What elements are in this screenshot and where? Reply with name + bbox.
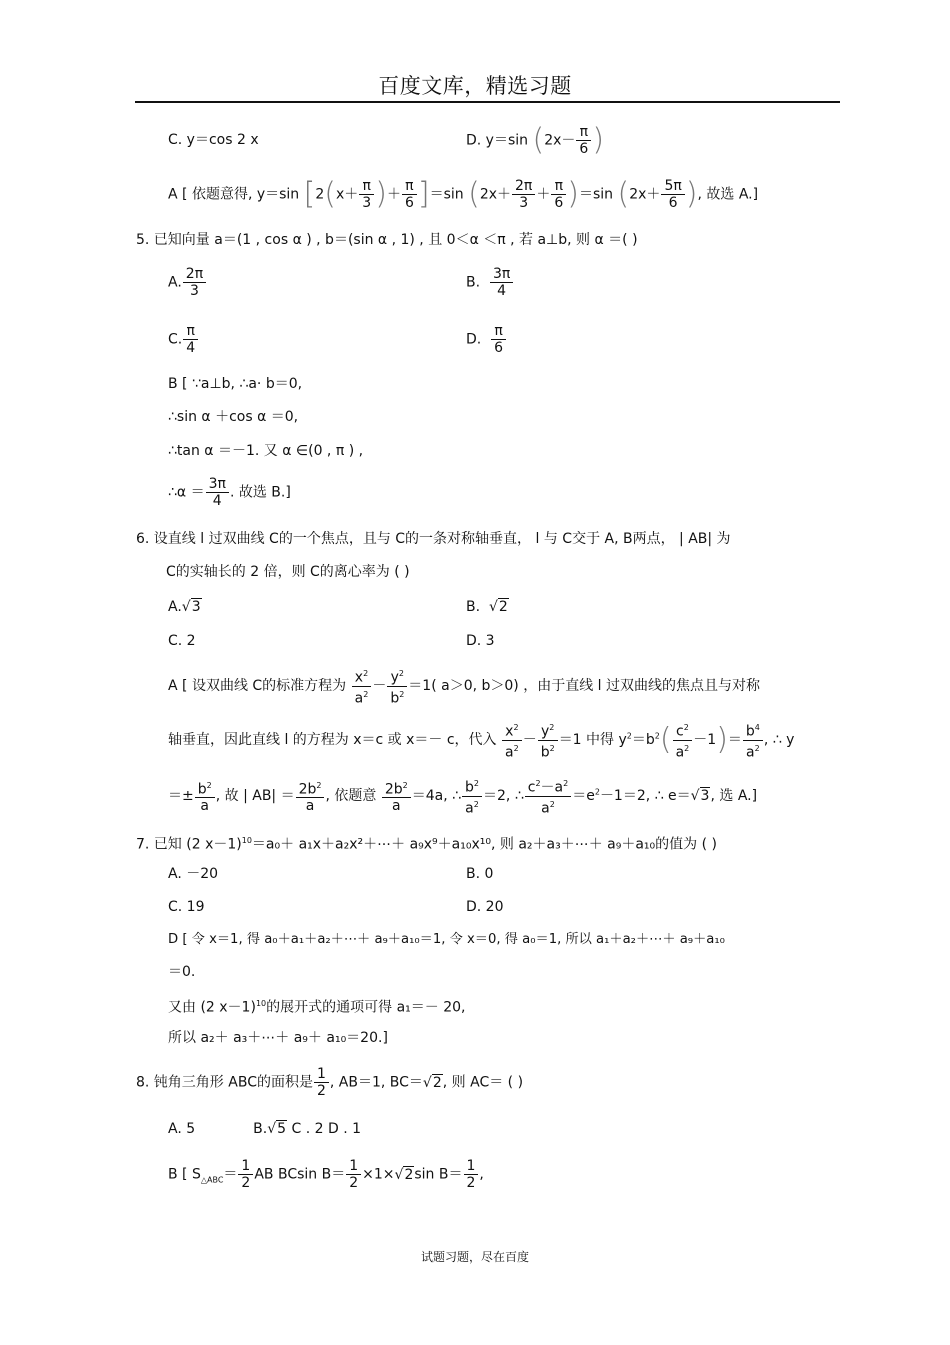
denominator: 2 — [316, 1083, 326, 1099]
option-label: A. — [168, 274, 182, 291]
text: ＝1 中得 y — [558, 732, 627, 749]
option-b-label: B. — [253, 1121, 268, 1137]
numerator: π — [402, 178, 417, 195]
text: , 则 AC＝ ( ) — [442, 1074, 524, 1091]
fraction — [314, 1066, 329, 1099]
q6-option-d: D. 3 — [466, 633, 495, 649]
q6-stem-line-2: C的实轴长的 2 倍，则 C的离心率为 ( ) — [166, 564, 410, 580]
sqrt-symbol: √2 — [422, 1074, 442, 1091]
denominator: 2 — [241, 1175, 251, 1191]
text: , 故 | AB| ＝ — [215, 788, 295, 805]
text: 的展开式的通项可得 a₁＝－ 20, — [266, 999, 466, 1016]
text: ＝2, ∴ — [483, 788, 524, 805]
fraction — [352, 666, 372, 706]
q7-stem — [136, 831, 717, 855]
radicand: 2 — [498, 599, 508, 615]
exponent: 10 — [255, 999, 267, 1008]
q4-option-d-prefix: D. y＝sin — [466, 132, 529, 149]
text: A [ 设双曲线 C的标准方程为 — [168, 678, 347, 695]
q5-solution-line-4 — [168, 476, 291, 509]
text: 轴垂直，因此直线 l 的方程为 x＝c 或 x＝－ c，代入 — [168, 732, 497, 749]
q7-option-b: B. 0 — [466, 866, 494, 882]
q4-option-d-body: 2x－ — [544, 132, 576, 149]
fraction — [525, 776, 571, 816]
numerator: π — [576, 124, 591, 141]
bracket-right: ] — [417, 176, 430, 212]
paren-left: ( — [617, 176, 630, 212]
denominator: 4 — [186, 340, 196, 356]
q7-solution-line-3 — [168, 994, 465, 1018]
q4-answer-suffix: , 故选 A.] — [697, 186, 759, 203]
header-rule — [135, 101, 840, 103]
q6-option-b — [466, 597, 509, 617]
text: ＝e — [572, 788, 595, 805]
numerator: $b^2$ — [195, 778, 215, 799]
denominator: $a^2$ — [675, 743, 690, 761]
denominator: 4 — [212, 493, 222, 509]
q4-answer-prefix: A [ 依题意得, y＝sin — [168, 186, 300, 203]
text: ×1× — [362, 1166, 395, 1183]
numerator: 1 — [464, 1158, 479, 1175]
denominator: $b^2$ — [540, 743, 555, 761]
text: ＝ — [223, 1166, 238, 1183]
radicand: 3 — [700, 788, 710, 805]
text: ∴α ＝ — [168, 484, 205, 501]
q7-option-d: D. 20 — [466, 899, 504, 915]
numerator: $b^2$ — [462, 776, 482, 797]
option-label: B. — [466, 599, 481, 615]
paren-right: ) — [567, 176, 579, 212]
numerator: 1 — [346, 1158, 361, 1175]
q5-option-a — [168, 266, 207, 299]
text: sin B＝ — [414, 1166, 463, 1183]
q7-solution-line-2: ＝0. — [168, 964, 196, 980]
paren-right: ) — [375, 176, 387, 212]
option-label: A. — [168, 599, 182, 615]
numerator: π — [551, 178, 566, 195]
numerator: 1 — [238, 1158, 253, 1175]
fraction — [183, 323, 198, 356]
fraction — [491, 323, 506, 356]
fraction — [359, 178, 374, 211]
q4-option-c: C. y＝cos 2 x — [168, 132, 259, 148]
text: , 选 A.] — [710, 788, 758, 805]
q6-solution-line-3: ＝± $\frac{b^2}{a}$ , 故 | AB| ＝ $\frac{2b^2}{a}$ , 依题意 $\frac{2b^2}{a}$ ＝4a, ∴ $\frac{b^2}{a^2}$ ＝2, ∴ $\frac{c^2-a^2}{a^2}$ $=e^2-1=2$, ∴ e＝√3, 选 A.] — [168, 776, 757, 816]
denominator: 3 — [519, 195, 529, 211]
exponent: 10 — [241, 836, 252, 845]
fraction — [538, 720, 558, 760]
numerator: π — [491, 323, 506, 340]
numerator: $c^2$ — [673, 720, 693, 741]
option-cd: C . 2 D . 1 — [291, 1121, 362, 1137]
numerator: $2b^2$ — [296, 778, 325, 799]
q8-solution — [168, 1158, 484, 1191]
radicand: 5 — [277, 1121, 287, 1137]
denominator: $a^2$ — [541, 799, 555, 817]
sqrt-symbol: √2 — [394, 1166, 414, 1183]
text: . 故选 B.] — [229, 484, 291, 501]
paren-right: ) — [716, 722, 728, 758]
text: 7. 已知 (2 x－1) — [136, 836, 242, 853]
paren-left: ( — [468, 176, 480, 212]
paren-left: ( — [324, 176, 336, 212]
fraction — [464, 1158, 479, 1191]
denominator: $a^2$ — [505, 743, 519, 761]
denominator: a — [305, 798, 315, 815]
sqrt-symbol: √5 — [267, 1121, 287, 1137]
q4-answer: A [ 依题意得, y＝sin [2(x＋ $\frac{\pi}{3}$ )＋ $\frac{\pi}{6}$ ]＝sin (2x＋ $\frac{2\pi}{3}$ ＋ $\frac{\pi}{6}$ )＝sin (2x＋ $\frac{5\pi}{6}$ ), 故选 A.] — [168, 176, 759, 212]
fraction — [512, 178, 535, 211]
q6-stem-line-1: 6. 设直线 l 过双曲线 C的一个焦点，且与 C的一条对称轴垂直， l 与 C交于 A, B两点， | AB| 为 — [136, 531, 731, 547]
option-label: C. — [168, 331, 183, 348]
text: , AB＝1, BC＝ — [329, 1074, 423, 1091]
text: B [ S — [168, 1166, 201, 1183]
page-header-title: 百度文库，精选习题 — [378, 74, 572, 98]
denominator: a — [200, 798, 210, 815]
q5-solution-line-2: ∴sin α ＋cos α ＝0, — [168, 409, 299, 425]
text: －1＝2, ∴ e＝ — [599, 788, 691, 805]
radicand: 2 — [404, 1166, 414, 1183]
q5-solution-line-3: ∴tan α ＝－1. 又 α ∈(0 , π ) , — [168, 443, 364, 459]
paren-right: ) — [685, 176, 698, 212]
denominator: $a^2$ — [354, 689, 369, 707]
numerator: 2π — [183, 266, 206, 283]
fraction — [551, 178, 566, 211]
text: , ∴ y — [763, 732, 795, 749]
option-a: A. 5 — [168, 1121, 196, 1137]
numerator: π — [359, 178, 374, 195]
fraction — [743, 720, 763, 760]
numerator: $b^4$ — [743, 720, 763, 741]
numerator: $c^2-a^2$ — [525, 776, 571, 797]
q7-option-c: C. 19 — [168, 899, 205, 915]
option-label: D. — [466, 331, 482, 348]
fraction — [206, 476, 229, 509]
subscript: △ABC — [200, 1175, 224, 1185]
q6-solution-line-1: A [ 设双曲线 C的标准方程为 $\frac{x^2}{a^2}$ － $\frac{y^2}{b^2}$ ＝1( a＞0, b＞0) ，由于直线 l 过双曲线的焦点且与对称 — [168, 666, 760, 706]
numerator: 2π — [512, 178, 535, 195]
q6-option-c: C. 2 — [168, 633, 196, 649]
q6-solution-line-2: 轴垂直，因此直线 l 的方程为 x＝c 或 x＝－ c，代入 $\frac{x^2}{a^2}$ － $\frac{y^2}{b^2}$ ＝1 中得 $y^2=b^2$( $\frac{c^2}{a^2}$ －1)＝ $\frac{b^4}{a^2}$ , ∴ y — [168, 720, 794, 760]
paren-left: ( — [659, 722, 672, 758]
fraction — [502, 720, 522, 760]
text: ＝± — [168, 788, 194, 805]
q7-option-a: A. －20 — [168, 866, 219, 882]
denominator: 6 — [554, 195, 564, 211]
fraction — [462, 776, 482, 816]
q4-option-d — [466, 124, 604, 157]
fraction — [195, 778, 215, 815]
q5-option-b — [466, 266, 514, 299]
paren-right: ) — [592, 122, 605, 158]
text: 又由 (2 x－1) — [168, 999, 256, 1016]
numerator: $y^2$ — [538, 720, 558, 741]
bracket-left: [ — [303, 176, 316, 212]
numerator: 3π — [490, 266, 513, 283]
paren-left: ( — [532, 122, 545, 158]
text: ＝a₀＋ a₁x＋a₂x²＋⋯＋ a₉x⁹＋a₁₀x¹⁰, 则 a₂＋a₃＋⋯＋ a₉＋a₁₀的值为 ( ) — [251, 836, 717, 853]
fraction — [346, 1158, 361, 1191]
numerator: $2b^2$ — [382, 778, 411, 799]
text: AB BCsin B＝ — [254, 1166, 346, 1183]
text: , 依题意 — [325, 788, 377, 805]
numerator: $x^2$ — [502, 720, 522, 741]
denominator: 2 — [466, 1175, 476, 1191]
fraction — [183, 266, 206, 299]
q6-option-a — [168, 597, 202, 617]
option-label: B. — [466, 274, 481, 291]
text: ＝1( a＞0, b＞0) ，由于直线 l 过双曲线的焦点且与对称 — [408, 678, 760, 695]
denominator: 3 — [362, 195, 372, 211]
denominator: a — [391, 798, 401, 815]
numerator: 1 — [314, 1066, 329, 1083]
denominator: 6 — [494, 340, 504, 356]
denominator: $a^2$ — [465, 799, 479, 817]
q8-stem — [136, 1066, 523, 1099]
numerator: 5π — [661, 178, 684, 195]
q8-options — [168, 1119, 361, 1139]
fraction — [661, 178, 684, 211]
denominator: $b^2$ — [390, 689, 405, 707]
text: , — [479, 1166, 484, 1183]
q7-solution-line-1: D [ 令 x＝1, 得 a₀＋a₁＋a₂＋⋯＋ a₉＋a₁₀＝1, 令 x＝0, 得 a₀＝1, 所以 a₁＋a₂＋⋯＋ a₉＋a₁₀ — [168, 932, 725, 947]
denominator: 3 — [189, 283, 199, 299]
sqrt-symbol: √3 — [181, 599, 201, 615]
denominator: 2 — [349, 1175, 359, 1191]
page-footer: 试题习题，尽在百度 — [420, 1250, 529, 1264]
radicand: 3 — [191, 599, 201, 615]
fraction — [576, 124, 591, 157]
q5-solution-line-1: B [ ∵a⊥b, ∴a· b＝0, — [168, 376, 303, 392]
q5-option-d — [466, 323, 507, 356]
fraction — [387, 666, 407, 706]
denominator: 6 — [579, 141, 589, 157]
fraction — [382, 778, 411, 815]
fraction — [402, 178, 417, 211]
denominator: 6 — [668, 195, 678, 211]
q5-stem: 5. 已知向量 a＝(1 , cos α ) , b＝(sin α , 1) , 且 0＜α ＜π , 若 a⊥b, 则 α ＝( ) — [136, 232, 638, 248]
q5-option-c — [168, 323, 199, 356]
denominator: 4 — [497, 283, 507, 299]
numerator: $y^2$ — [387, 666, 407, 687]
radicand: 2 — [432, 1074, 442, 1091]
fraction — [238, 1158, 253, 1191]
fraction — [673, 720, 693, 760]
sqrt-symbol: √2 — [488, 599, 508, 615]
text: 8. 钝角三角形 ABC的面积是 — [136, 1074, 313, 1091]
text: ＝4a, ∴ — [411, 788, 462, 805]
numerator: 3π — [206, 476, 229, 493]
sqrt-symbol: √3 — [690, 788, 710, 805]
fraction — [490, 266, 513, 299]
numerator: $x^2$ — [352, 666, 372, 687]
numerator: π — [183, 323, 198, 340]
denominator: 6 — [404, 195, 414, 211]
denominator: $a^2$ — [746, 743, 760, 761]
q7-solution-line-4: 所以 a₂＋ a₃＋⋯＋ a₉＋ a₁₀＝20.] — [168, 1030, 388, 1046]
fraction — [296, 778, 325, 815]
